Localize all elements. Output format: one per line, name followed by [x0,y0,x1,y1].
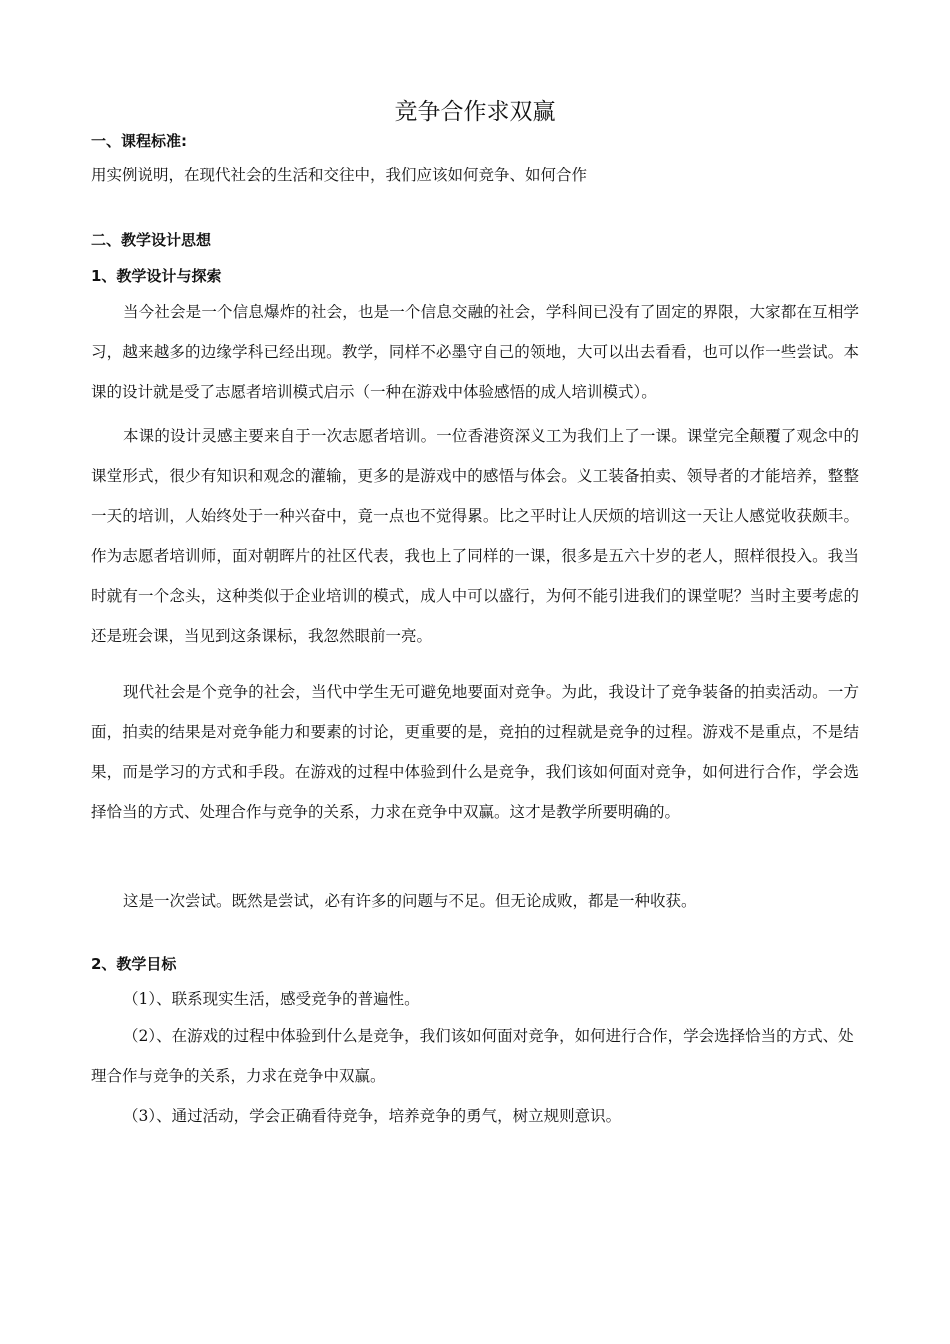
paragraph-attempt: 这是一次尝试。既然是尝试，必有许多的问题与不足。但无论成败，都是一种收获。 [123,892,697,910]
paragraph-intro: 当今社会是一个信息爆炸的社会，也是一个信息交融的社会，学科间已没有了固定的界限，大家都在互相学习，越来越多的边缘学科已经出现。教学，同样不必墨守自己的领地，大可以出去看看，也可以作一些尝试。本课的设计就是受了志愿者培训模式启示（一种在游戏中体验感悟的成人培训模式）。 [91,303,859,401]
paragraph-competition: 现代社会是个竞争的社会，当代中学生无可避免地要面对竞争。为此，我设计了竞争装备的拍卖活动。一方面，拍卖的结果是对竞争能力和要素的讨论，更重要的是，竞拍的过程就是竞争的过程。游戏不是重点，不是结果，而是学习的方式和手段。在游戏的过程中体验到什么是竞争，我们该如何面对竞争，如何进行合作，学会选择恰当的方式、处理合作与竞争的关系，力求在竞争中双赢。这才是教学所要明确的。 [91,683,859,821]
teaching-goal-item: （1）、联系现实生活，感受竞争的普遍性。 [123,990,420,1008]
curriculum-standard-text: 用实例说明，在现代社会的生活和交往中，我们应该如何竞争、如何合作 [91,166,588,184]
subsection-heading-teaching-goals: 2、教学目标 [91,955,177,973]
section-heading-design-thought: 二、教学设计思想 [91,231,212,249]
paragraph-inspiration: 本课的设计灵感主要来自于一次志愿者培训。一位香港资深义工为我们上了一课。课堂完全颠覆了观念中的课堂形式，很少有知识和观念的灌输，更多的是游戏中的感悟与体会。义工装备拍卖、领导者的才能培养，整整一天的培训，人始终处于一种兴奋中，竟一点也不觉得累。比之平时让人厌烦的培训这一天让人感觉收获颇丰。作为志愿者培训师，面对朝晖片的社区代表，我也上了同样的一课，很多是五六十岁的老人，照样很投入。我当时就有一个念头，这种类似于企业培训的模式，成人中可以盛行，为何不能引进我们的课堂呢？当时主要考虑的还是班会课，当见到这条课标，我忽然眼前一亮。 [91,427,859,645]
subsection-heading-design-exploration: 1、教学设计与探索 [91,267,222,285]
teaching-goal-item: （3）、通过活动，学会正确看待竞争，培养竞争的勇气，树立规则意识。 [123,1107,622,1125]
section-heading-curriculum-standard: 一、课程标准: [91,132,187,150]
document-title: 竞争合作求双赢 [394,99,556,125]
teaching-goal-item: （2）、在游戏的过程中体验到什么是竞争，我们该如何面对竞争，如何进行合作，学会选择恰当的方式、处理合作与竞争的关系，力求在竞争中双赢。 [91,1027,854,1085]
